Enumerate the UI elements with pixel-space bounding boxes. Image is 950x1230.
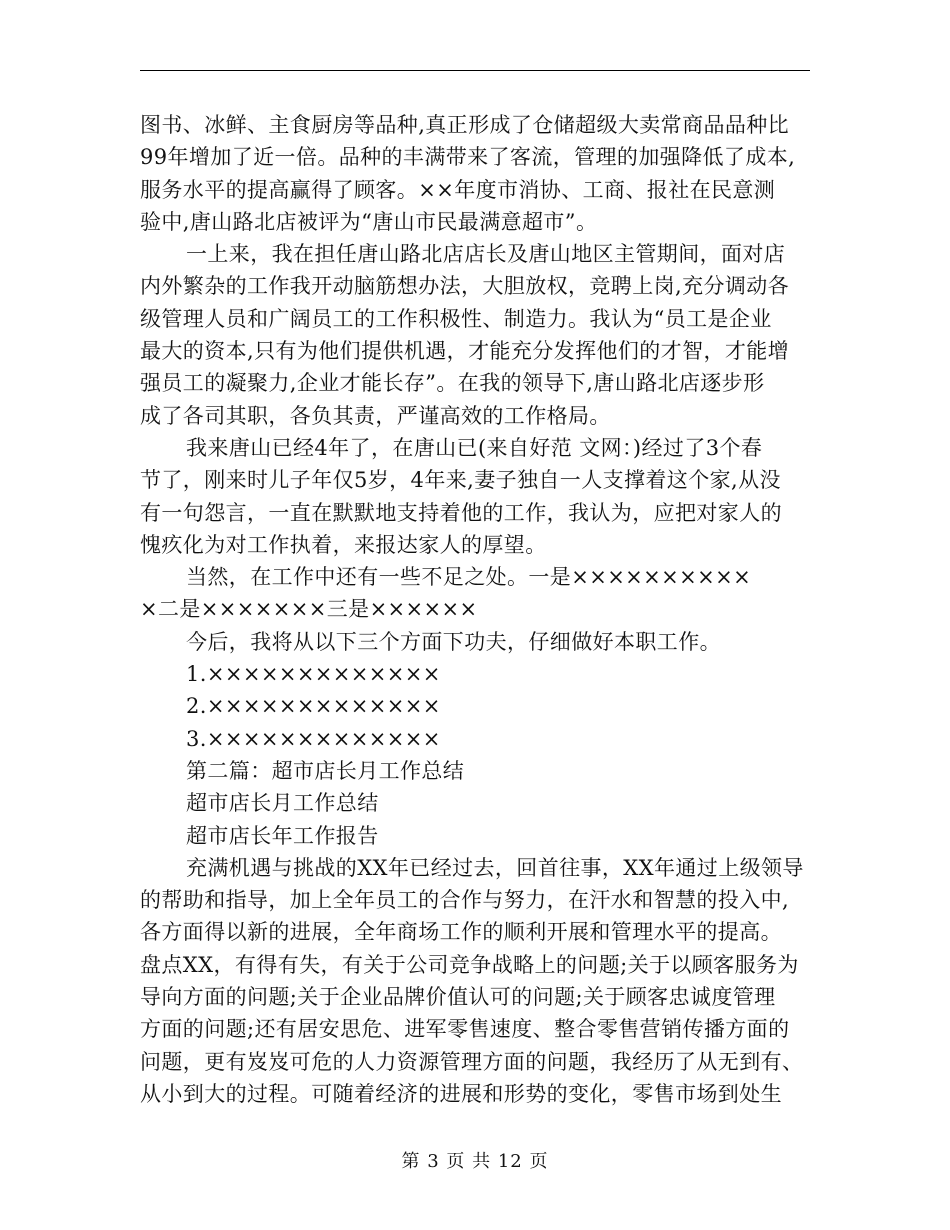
paragraph-line: 方面的问题;还有居安思危、进军零售速度、整合零售营销传播方面的 — [140, 1017, 790, 1042]
paragraph-first-line: 一上来，我在担任唐山路北店店长及唐山地区主管期间，面对店 — [186, 242, 786, 267]
paragraph-first-line: 今后，我将从以下三个方面下功夫，仔细做好本职工作。 — [186, 629, 721, 654]
paragraph-line: 节了，刚来时儿子年仅5岁，4年来,妻子独自一人支撑着这个家,从没 — [140, 468, 781, 493]
paragraph-first-line: 第二篇：超市店长月工作总结 — [186, 758, 465, 783]
paragraph-line: 成了各司其职，各负其责，严谨高效的工作格局。 — [140, 403, 611, 428]
paragraph-first-line: 充满机遇与挑战的XX年已经过去，回首往事，XX年通过上级领导 — [186, 855, 804, 880]
paragraph-line: 99年增加了近一倍。品种的丰满带来了客流，管理的加强降低了成本, — [140, 145, 796, 170]
header-rule — [140, 70, 810, 71]
paragraph-line: 从小到大的过程。可随着经济的进展和形势的变化，零售市场到处生 — [140, 1081, 782, 1106]
paragraph-line: ×二是×××××××三是×××××× — [140, 597, 478, 622]
paragraph-first-line: 3.××××××××××××× — [186, 726, 441, 751]
paragraph-line: 愧疚化为对工作执着，来报达家人的厚望。 — [140, 532, 547, 557]
page-number-footer: 第 3 页 共 12 页 — [401, 1151, 549, 1172]
paragraph-line: 问题，更有岌岌可危的人力资源管理方面的问题，我经历了从无到有、 — [140, 1049, 804, 1074]
paragraph-line: 内外繁杂的工作我开动脑筋想办法，大胆放权，竞聘上岗,充分调动各 — [140, 274, 790, 299]
paragraph-line: 最大的资本,只有为他们提供机遇，才能充分发挥他们的才智，才能增 — [140, 339, 790, 364]
paragraph-line: 强员工的凝聚力,企业才能长存”。在我的领导下,唐山路北店逐步形 — [140, 371, 765, 396]
paragraph-first-line: 超市店长年工作报告 — [186, 823, 379, 848]
paragraph-first-line: 2.××××××××××××× — [186, 694, 441, 719]
paragraph-line: 级管理人员和广阔员工的工作积极性、制造力。我认为“员工是企业 — [140, 306, 772, 331]
document-body — [140, 109, 812, 1110]
paragraph-first-line: 我来唐山已经4年了，在唐山已(来自好范 文网：)经过了3个春 — [186, 435, 763, 460]
paragraph-line: 验中,唐山路北店被评为“唐山市民最满意超市”。 — [140, 209, 598, 234]
paragraph-line: 导向方面的问题;关于企业品牌价值认可的问题;关于顾客忠诚度管理 — [140, 985, 776, 1010]
paragraph-line: 各方面得以新的进展，全年商场工作的顺利开展和管理水平的提高。 — [140, 920, 782, 945]
paragraph-first-line: 超市店长月工作总结 — [186, 791, 379, 816]
paragraph-first-line: 1.××××××××××××× — [186, 662, 441, 687]
paragraph-line: 的帮助和指导，加上全年员工的合作与努力，在汗水和智慧的投入中, — [140, 888, 790, 913]
paragraph-line: 有一句怨言，一直在默默地支持着他的工作，我认为，应把对家人的 — [140, 500, 782, 525]
paragraph-first-line: 当然，在工作中还有一些不足之处。一是×××××××××× — [186, 565, 752, 590]
paragraph-line: 盘点XX，有得有失，有关于公司竞争战略上的问题;关于以顾客服务为 — [140, 952, 799, 977]
paragraph-line: 图书、冰鲜、主食厨房等品种,真正形成了仓储超级大卖常商品品种比 — [140, 113, 790, 137]
paragraph-line: 服务水平的提高赢得了顾客。××年度市消协、工商、报社在民意测 — [140, 177, 776, 202]
